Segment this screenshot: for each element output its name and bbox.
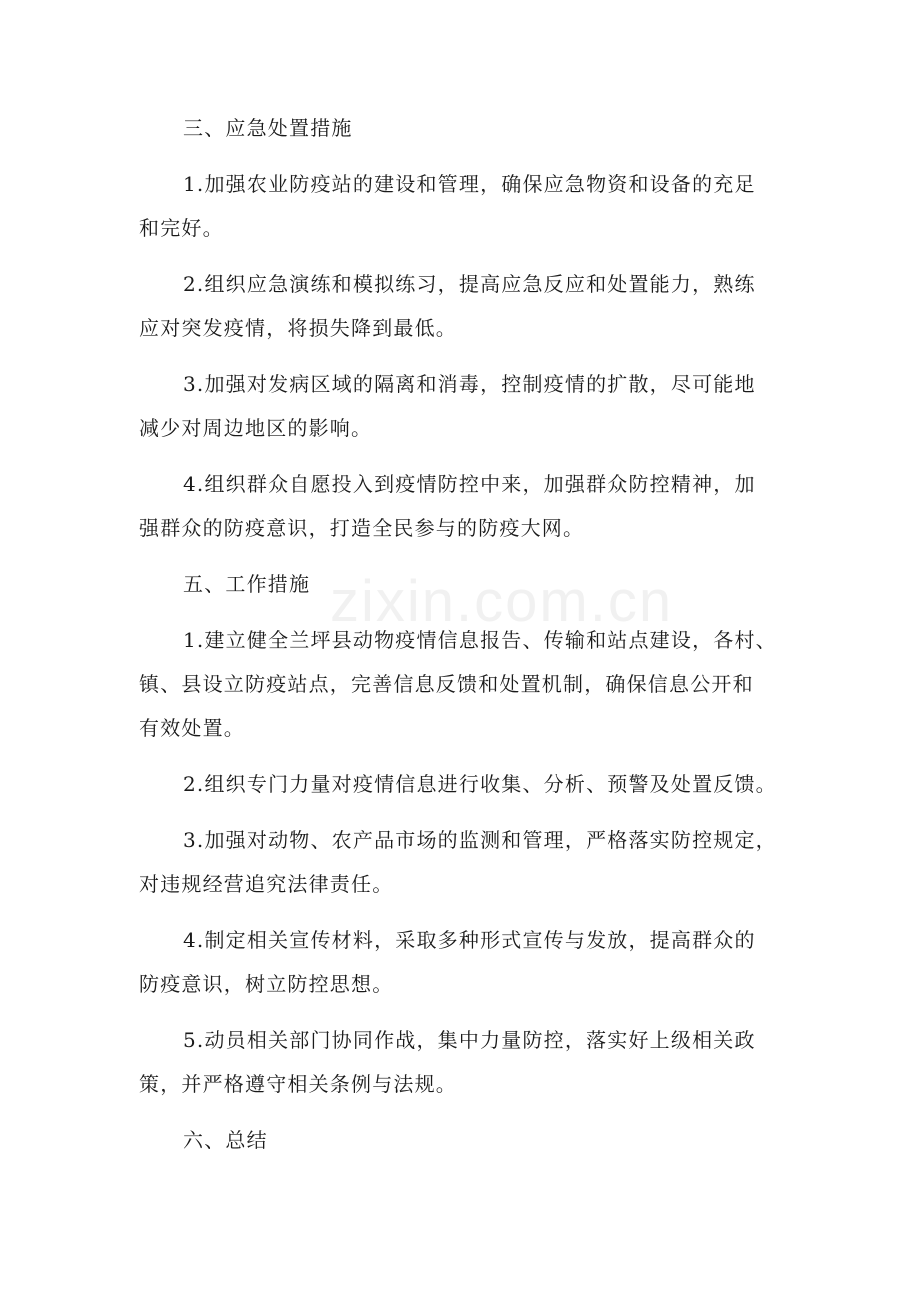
paragraph-line: 有效处置。 bbox=[139, 716, 245, 740]
paragraph-line: 强群众的防疫意识，打造全民参与的防疫大网。 bbox=[139, 516, 585, 540]
paragraph-line: 防疫意识，树立防控思想。 bbox=[139, 972, 394, 996]
watermark: zixin.com.cn bbox=[330, 569, 674, 634]
paragraph-line: 应对突发疫情，将损失降到最低。 bbox=[139, 316, 457, 340]
section-heading-emergency: 三、应急处置措施 bbox=[183, 116, 353, 140]
paragraph-line: 镇、县设立防疫站点，完善信息反馈和处置机制，确保信息公开和 bbox=[139, 672, 754, 696]
paragraph-line: 减少对周边地区的影响。 bbox=[139, 416, 373, 440]
paragraph-line: 2.组织应急演练和模拟练习，提高应急反应和处置能力，熟练 bbox=[183, 272, 756, 296]
paragraph-line: 4.制定相关宣传材料，采取多种形式宣传与发放，提高群众的 bbox=[183, 928, 756, 952]
section-heading-work-measures: 五、工作措施 bbox=[183, 572, 311, 596]
paragraph-line: 1.建立健全兰坪县动物疫情信息报告、传输和站点建设，各村、 bbox=[183, 628, 777, 652]
section-heading-summary: 六、总结 bbox=[183, 1128, 268, 1152]
paragraph-line: 对违规经营追究法律责任。 bbox=[139, 872, 394, 896]
paragraph-line: 1.加强农业防疫站的建设和管理，确保应急物资和设备的充足 bbox=[183, 172, 756, 196]
paragraph-line: 策，并严格遵守相关条例与法规。 bbox=[139, 1072, 457, 1096]
paragraph-line: 和完好。 bbox=[139, 216, 224, 240]
paragraph-line: 2.组织专门力量对疫情信息进行收集、分析、预警及处置反馈。 bbox=[183, 772, 777, 796]
paragraph-line: 3.加强对动物、农产品市场的监测和管理，严格落实防控规定， bbox=[183, 828, 777, 852]
paragraph-line: 3.加强对发病区域的隔离和消毒，控制疫情的扩散，尽可能地 bbox=[183, 372, 756, 396]
paragraph-line: 5.动员相关部门协同作战，集中力量防控，落实好上级相关政 bbox=[183, 1028, 756, 1052]
paragraph-line: 4.组织群众自愿投入到疫情防控中来，加强群众防控精神，加 bbox=[183, 472, 756, 496]
